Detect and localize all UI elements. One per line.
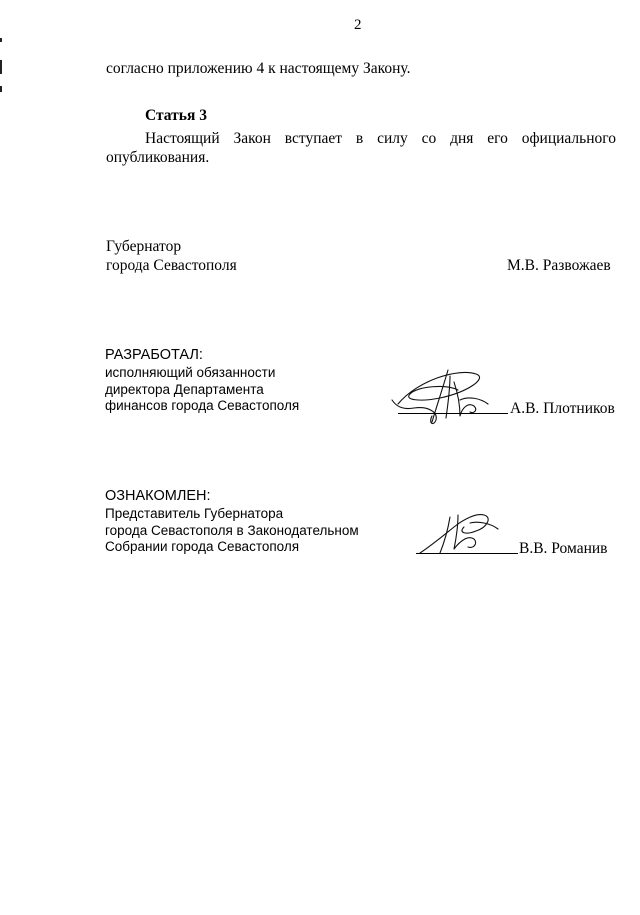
margin-mark: [0, 60, 2, 74]
developed-block: [105, 346, 299, 415]
article-heading: Статья 3: [145, 107, 207, 124]
signature-plotnikov: [388, 360, 498, 430]
acknowledged-block: [105, 487, 359, 556]
developed-position-line: исполняющий обязанности: [105, 365, 276, 380]
acknowledged-heading: ОЗНАКОМЛЕН:: [105, 488, 211, 504]
developer-name: А.В. Плотников: [510, 400, 615, 417]
governor-title-line: города Севастополя: [106, 257, 237, 274]
acknowledged-position-line: Собрании города Севастополя: [105, 539, 300, 554]
acknowledger-name: В.В. Романив: [519, 540, 608, 557]
article-paragraph: [106, 129, 616, 167]
governor-name: М.В. Развожаев: [507, 257, 611, 274]
signature-line: [398, 413, 508, 414]
developed-heading: РАЗРАБОТАЛ:: [105, 347, 203, 363]
signature-romaniv: [414, 505, 504, 557]
governor-title: [106, 237, 237, 275]
signature-line: [416, 553, 518, 554]
article-text-line: опубликования.: [106, 149, 210, 166]
developed-position-line: финансов города Севастополя: [105, 398, 300, 413]
intro-text: согласно приложению 4 к настоящему Закону.: [106, 60, 411, 77]
acknowledged-position-line: Представитель Губернатора: [105, 506, 284, 521]
acknowledged-position-line: города Севастополя в Законодательном: [105, 522, 359, 538]
developed-position-line: директора Департамента: [105, 381, 264, 397]
governor-title-line: Губернатор: [106, 238, 182, 255]
margin-mark: [0, 86, 2, 92]
article-text-line: Настоящий Закон вступает в силу со дня его официального: [145, 130, 616, 147]
margin-mark: [0, 38, 2, 42]
page-number: 2: [354, 17, 362, 33]
